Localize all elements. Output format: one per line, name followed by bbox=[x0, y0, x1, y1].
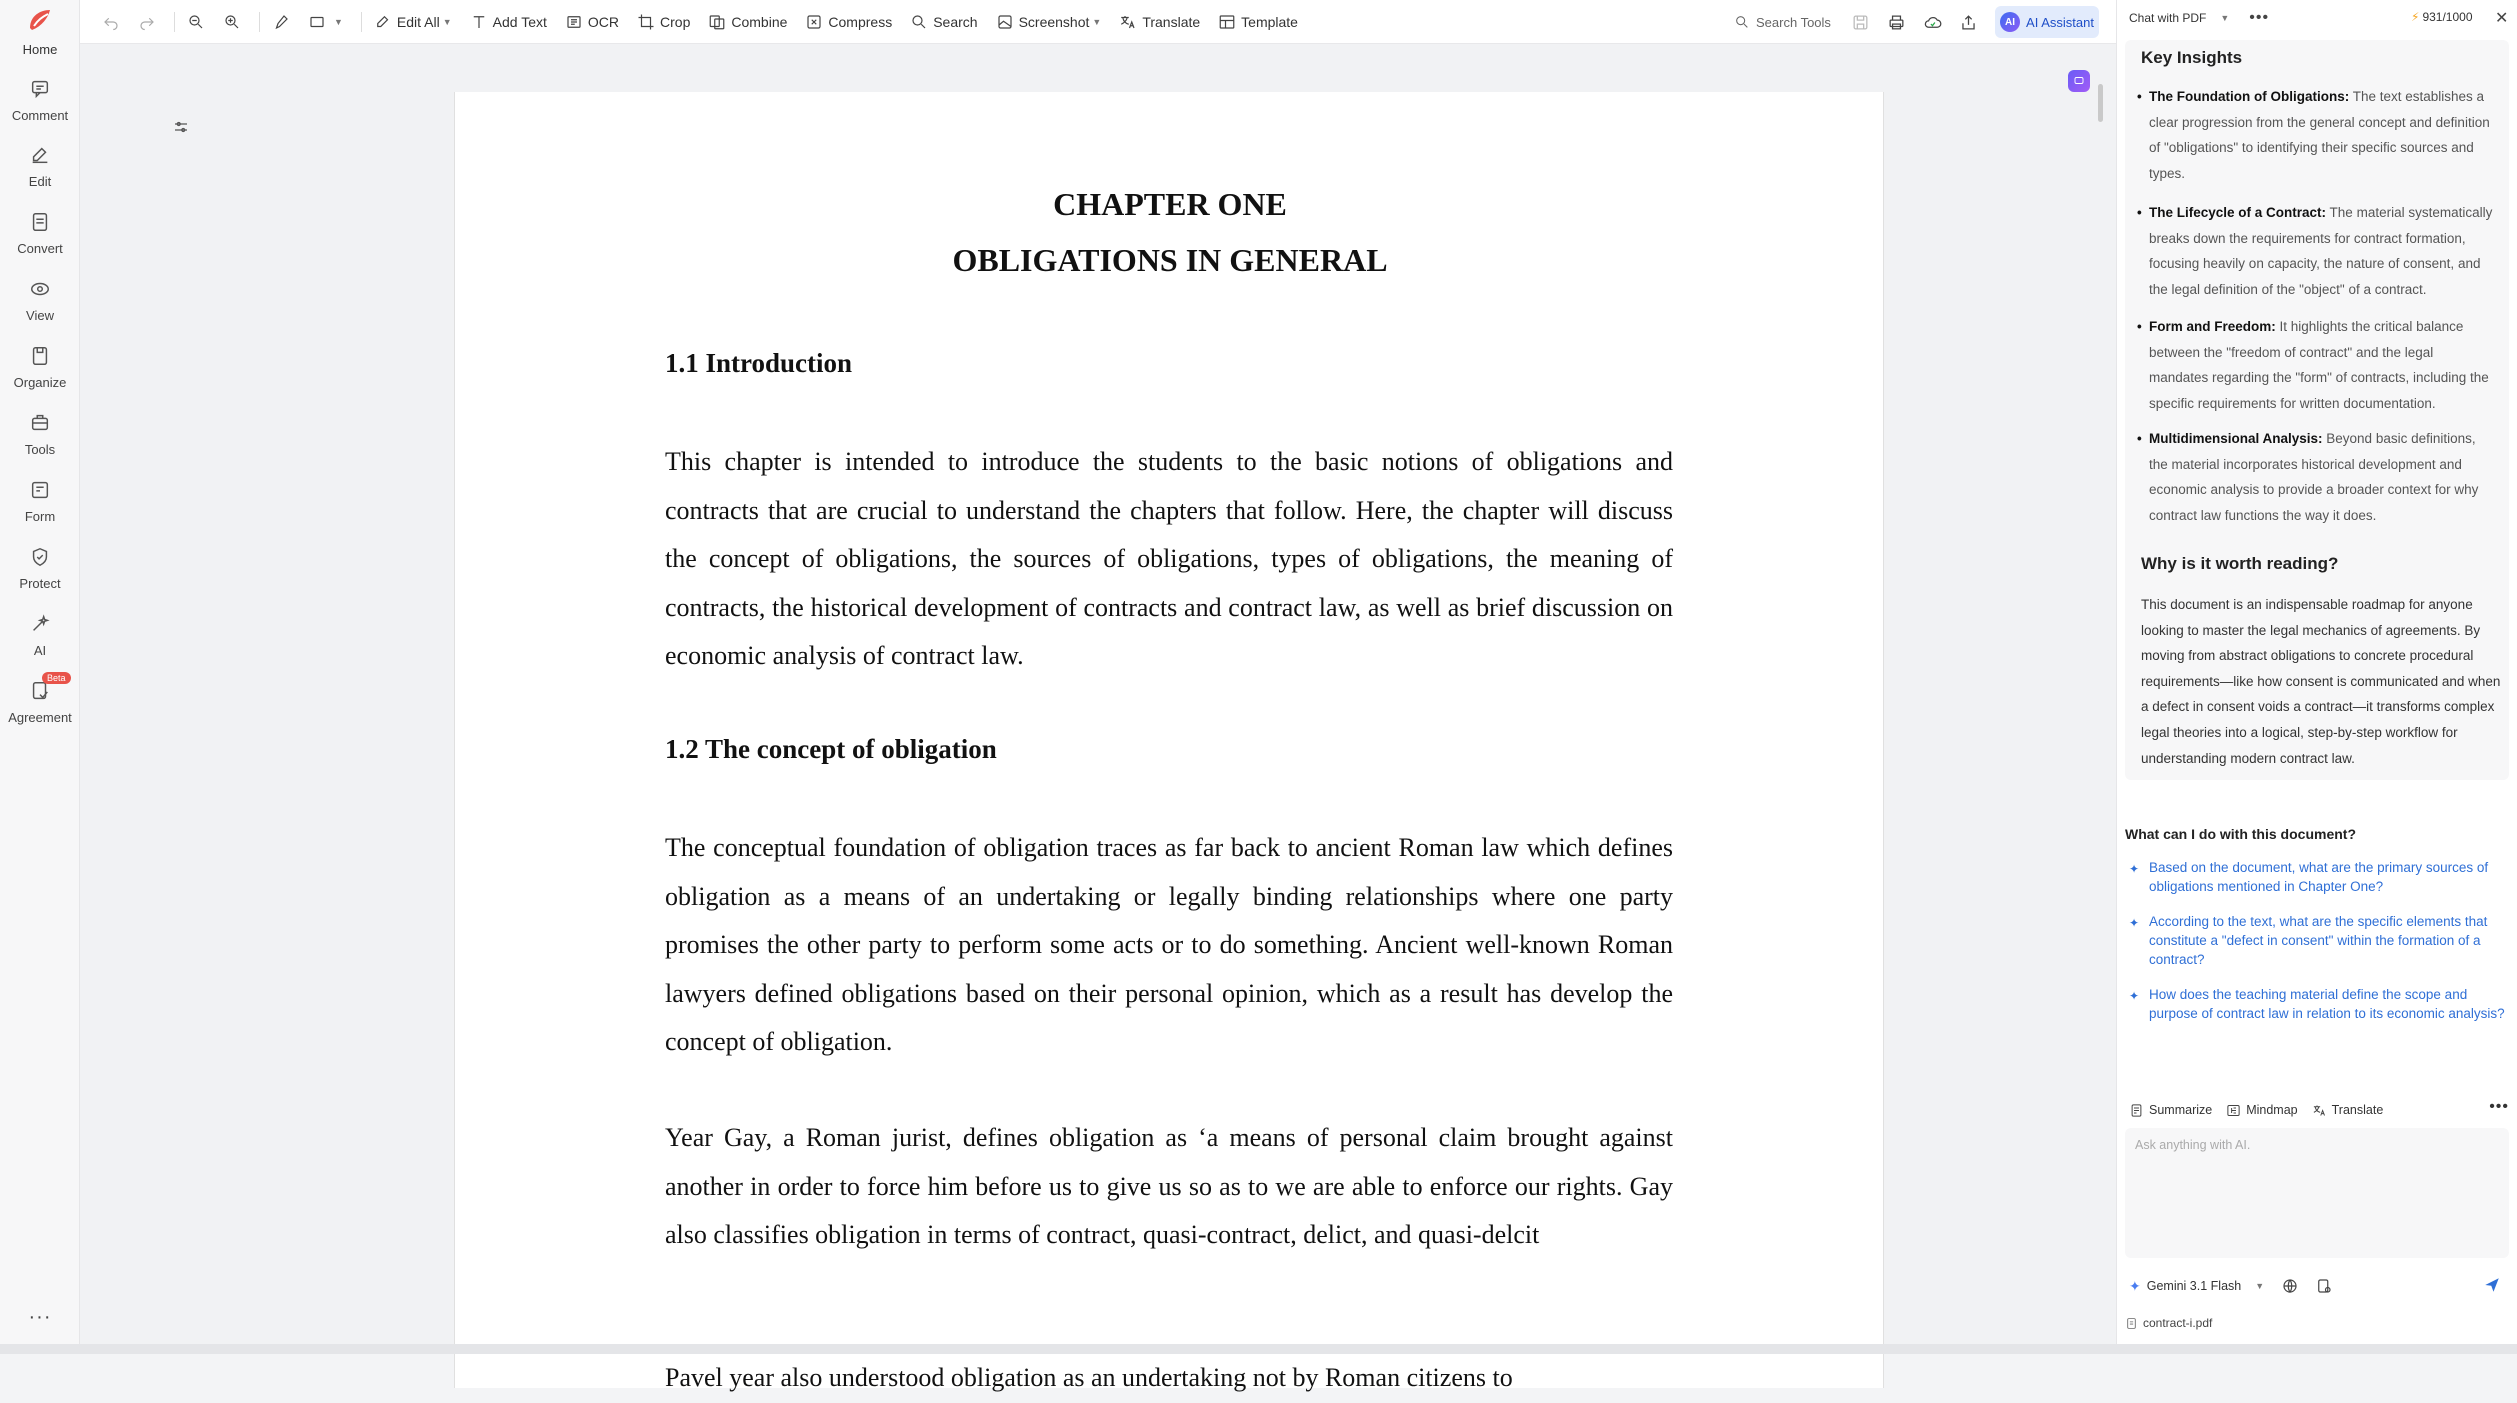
edit-pen-icon bbox=[374, 13, 392, 31]
gemini-sparkle-icon: ✦ bbox=[2129, 1277, 2141, 1294]
insight-text: Beyond basic definitions, the material incorporates historical development and economic analysis to provide a broader context for why contract law functions the way it does. bbox=[2149, 431, 2479, 523]
worth-reading-text: This document is an indispensable roadmap for anyone looking to master the legal mechanics of agreements. By moving from abstract obligations to concrete procedural requirements—like how consent is communicated and when a defect in consent voids a contract—it transforms complex legal theories into a logical, step-by-step workflow for understanding modern contract law. bbox=[2141, 597, 2501, 766]
highlighter-icon bbox=[272, 13, 290, 31]
suggested-question-text: Based on the document, what are the primary sources of obligations mentioned in Chapter One? bbox=[2149, 860, 2489, 894]
document-scrollbar[interactable] bbox=[2098, 84, 2103, 122]
chat-bubble-icon bbox=[2073, 75, 2085, 87]
zoom-in-button[interactable] bbox=[217, 7, 247, 37]
bottom-edge bbox=[0, 1344, 2517, 1354]
chevron-down-icon: ▼ bbox=[2220, 13, 2230, 23]
undo-button[interactable] bbox=[96, 7, 126, 37]
ai-assistant-button[interactable] bbox=[1995, 6, 2099, 38]
insight-text: The material systematically breaks down the requirements for contract formation, focusing heavily on capacity, the nature of consent, and the legal definition of the "object" of a contract. bbox=[2149, 205, 2493, 297]
file-attach-icon bbox=[2315, 1277, 2333, 1295]
screenshot-label: Screenshot bbox=[1018, 13, 1090, 30]
template-label: Template bbox=[1241, 13, 1298, 30]
rectangle-icon bbox=[308, 13, 326, 31]
send-button[interactable] bbox=[2483, 1276, 2503, 1296]
document-viewport[interactable] bbox=[80, 44, 2116, 1392]
convert-icon bbox=[29, 211, 51, 233]
ai-translate-label: Translate bbox=[2331, 1103, 2384, 1117]
compress-icon bbox=[805, 13, 823, 31]
model-selector[interactable] bbox=[2129, 1278, 2277, 1295]
translate-label: Translate bbox=[1142, 13, 1201, 30]
web-search-toggle[interactable] bbox=[2277, 1273, 2303, 1299]
ai-quick-actions bbox=[2129, 1098, 2509, 1122]
sidebar-item-label: Tools bbox=[24, 442, 56, 457]
sidebar-item-view[interactable] bbox=[0, 278, 80, 344]
key-insights-title: Key Insights bbox=[2141, 48, 2243, 67]
bullet-dot: • bbox=[2137, 431, 2142, 446]
edit-icon bbox=[29, 144, 51, 166]
sidebar-item-label: Comment bbox=[11, 108, 69, 123]
combine-label: Combine bbox=[731, 13, 788, 30]
search-label: Search bbox=[933, 13, 978, 30]
zoom-out-icon bbox=[187, 13, 205, 31]
more-options-icon[interactable]: ··· bbox=[28, 1306, 52, 1328]
chat-input-box bbox=[2125, 1128, 2509, 1258]
worth-reading-title: Why is it worth reading? bbox=[2141, 554, 2339, 573]
close-icon: ✕ bbox=[2495, 10, 2509, 27]
lightning-icon: ⚡ bbox=[2411, 10, 2420, 24]
chat-controls bbox=[2129, 1272, 2509, 1300]
insight-item bbox=[2137, 84, 2495, 186]
sparkle-icon: ✦ bbox=[2129, 989, 2140, 1003]
sidebar-item-protect[interactable] bbox=[0, 546, 80, 612]
comment-icon bbox=[29, 78, 51, 100]
suggestions-title: What can I do with this document? bbox=[2125, 826, 2356, 842]
summarize-label: Summarize bbox=[2149, 1103, 2213, 1117]
chapter-subtitle: OBLIGATIONS IN GENERAL bbox=[952, 242, 1388, 278]
sidebar-item-label: View bbox=[26, 308, 54, 323]
share-icon bbox=[1959, 13, 1978, 32]
template-button[interactable] bbox=[1212, 7, 1304, 37]
add-text-button[interactable] bbox=[464, 7, 553, 37]
compress-label: Compress bbox=[828, 13, 893, 30]
protect-icon bbox=[29, 546, 51, 568]
sidebar-item-label: Edit bbox=[28, 174, 52, 189]
suggested-question[interactable] bbox=[2125, 912, 2505, 969]
sparkle-icon: ✦ bbox=[2129, 862, 2140, 876]
ocr-icon bbox=[565, 13, 583, 31]
home-label[interactable]: Home bbox=[22, 42, 58, 57]
globe-icon bbox=[2281, 1277, 2299, 1295]
sidebar-item-label: Protect bbox=[19, 576, 61, 591]
paragraph-concept-1: The conceptual foundation of obligation traces as far back to ancient Roman law which defines obligation as a means of an undertaking or legally binding relationships where one party promises the other party to perform some acts or to do something. Ancient well-known Roman lawyers defined obligations based on their personal opinion, which as a result has develop the concept of obligation. bbox=[665, 833, 1673, 1056]
save-button[interactable] bbox=[1846, 8, 1874, 36]
sidebar-item-label: Agreement bbox=[8, 710, 72, 725]
pdf-page[interactable] bbox=[454, 92, 1884, 1392]
redo-button[interactable] bbox=[132, 7, 162, 37]
section-heading-concept: 1.2 The concept of obligation bbox=[665, 734, 997, 764]
chat-mode-label: Chat with PDF bbox=[2129, 11, 2207, 25]
translate-icon bbox=[2312, 1103, 2327, 1118]
paragraph-introduction: This chapter is intended to introduce the students to the basic notions of obligations and contracts that are crucial to understand the chapters that follow. Here, the chapter will discuss the concept of obligations, the sources of obligations, types of obligations, the meaning of contracts, the historical development of contracts and contract law, as well as brief discussion on economic analysis of contract law. bbox=[665, 447, 1673, 670]
search-icon bbox=[910, 13, 928, 31]
print-button[interactable] bbox=[1882, 8, 1910, 36]
sidebar-item-form[interactable] bbox=[0, 479, 80, 545]
mindmap-button[interactable] bbox=[2226, 1103, 2297, 1118]
undo-icon bbox=[102, 13, 120, 31]
sidebar-item-edit[interactable] bbox=[0, 144, 80, 210]
attached-file-chip[interactable] bbox=[2125, 1316, 2212, 1330]
toolbar-divider bbox=[259, 12, 260, 32]
insight-item bbox=[2137, 426, 2495, 528]
insights-card bbox=[2125, 40, 2509, 780]
more-options-icon[interactable]: ••• bbox=[2249, 9, 2270, 26]
printer-icon bbox=[1887, 13, 1906, 32]
suggested-question-text: According to the text, what are the specific elements that constitute a "defect in consent" within the formation of a contract? bbox=[2149, 914, 2488, 967]
share-button[interactable] bbox=[1954, 8, 1982, 36]
crop-icon bbox=[637, 13, 655, 31]
cloud-sync-button[interactable] bbox=[1918, 8, 1946, 36]
chevron-down-icon: ▼ bbox=[1092, 16, 1102, 27]
save-icon bbox=[1851, 13, 1870, 32]
bullet-dot: • bbox=[2137, 319, 2142, 334]
page-settings-button[interactable] bbox=[168, 114, 194, 140]
ai-credits bbox=[2411, 10, 2473, 24]
text-icon bbox=[470, 13, 488, 31]
bullet-dot: • bbox=[2137, 89, 2142, 104]
sliders-icon bbox=[172, 118, 190, 136]
ocr-label: OCR bbox=[587, 13, 620, 30]
more-actions-icon[interactable]: ••• bbox=[2489, 1098, 2509, 1115]
edit-all-label: Edit All bbox=[396, 13, 440, 30]
sidebar-item-ai[interactable] bbox=[0, 613, 80, 679]
suggested-question-text: How does the teaching material define the scope and purpose of contract law in relation to its economic analysis? bbox=[2149, 987, 2505, 1021]
chevron-down-icon: ▼ bbox=[334, 16, 343, 27]
beta-badge: Beta bbox=[42, 672, 71, 684]
chapter-title: CHAPTER ONE bbox=[1053, 186, 1287, 222]
translate-icon bbox=[1119, 13, 1137, 31]
form-icon bbox=[29, 479, 51, 501]
combine-icon bbox=[708, 13, 726, 31]
organize-icon bbox=[29, 345, 51, 367]
suggested-question[interactable] bbox=[2125, 858, 2505, 896]
template-icon bbox=[1218, 13, 1236, 31]
ocr-button[interactable] bbox=[559, 7, 625, 37]
summarize-button[interactable] bbox=[2129, 1103, 2212, 1118]
sidebar-item-label: Convert bbox=[17, 241, 63, 256]
zoom-in-icon bbox=[223, 13, 241, 31]
insight-item bbox=[2137, 200, 2495, 302]
paragraph-concept-2: Year Gay, a Roman jurist, defines obligation as ‘a means of personal claim brought against another in order to force him before us to give us so as to we are able to enforce our rights. Gay also classifies obligation in terms of contract, quasi-contract, delict, and quasi-delcit bbox=[665, 1123, 1673, 1249]
model-name: Gemini 3.1 Flash bbox=[2146, 1279, 2242, 1293]
toolbar-divider bbox=[361, 12, 362, 32]
zoom-out-button[interactable] bbox=[181, 7, 211, 37]
translate-button[interactable] bbox=[1113, 7, 1206, 37]
attached-file-name: contract-i.pdf bbox=[2143, 1316, 2213, 1330]
crop-button[interactable] bbox=[631, 7, 696, 37]
ai-pen-icon bbox=[29, 613, 51, 635]
toolbar-divider bbox=[174, 12, 175, 32]
mindmap-label: Mindmap bbox=[2246, 1103, 2298, 1117]
ai-assistant-label: AI Assistant bbox=[2026, 14, 2094, 30]
search-tools-placeholder: Search Tools bbox=[1756, 14, 1831, 30]
close-panel-button[interactable] bbox=[2495, 8, 2508, 28]
section-heading-introduction: 1.1 Introduction bbox=[665, 348, 853, 378]
combine-button[interactable] bbox=[702, 7, 793, 37]
compress-button[interactable] bbox=[799, 7, 898, 37]
sidebar-item-convert[interactable] bbox=[0, 211, 80, 277]
bullet-dot: • bbox=[2137, 205, 2142, 220]
search-icon bbox=[1734, 14, 1750, 30]
tools-icon bbox=[29, 412, 51, 434]
crop-label: Crop bbox=[660, 13, 691, 30]
left-sidebar bbox=[0, 0, 80, 1344]
sidebar-item-comment[interactable] bbox=[0, 78, 80, 144]
ai-translate-button[interactable] bbox=[2312, 1103, 2384, 1118]
screenshot-dropdown[interactable] bbox=[990, 7, 1108, 37]
insight-title: The Foundation of Obligations: bbox=[2149, 89, 2350, 104]
insight-title: The Lifecycle of a Contract: bbox=[2149, 205, 2327, 220]
attach-file-button[interactable] bbox=[2311, 1273, 2337, 1299]
chevron-down-icon: ▼ bbox=[442, 16, 452, 27]
pdf-file-icon bbox=[2125, 1317, 2138, 1330]
mindmap-icon bbox=[2226, 1103, 2241, 1118]
chat-mode-dropdown[interactable] bbox=[2129, 11, 2229, 25]
chat-input[interactable] bbox=[2125, 1128, 2509, 1248]
paragraph-concept-3: Pavel year also understood obligation as an undertaking not by Roman citizens to bbox=[665, 1363, 1513, 1392]
insight-text: It highlights the critical balance between the "freedom of contract" and the legal mandates regarding the "form" of contracts, including the specific requirements for written documentation. bbox=[2149, 319, 2489, 411]
redo-icon bbox=[138, 13, 156, 31]
insight-item bbox=[2137, 314, 2495, 416]
sparkle-icon: ✦ bbox=[2129, 916, 2140, 930]
chevron-down-icon: ▼ bbox=[2255, 1281, 2265, 1291]
insight-title: Form and Freedom: bbox=[2149, 319, 2276, 334]
sidebar-item-tools[interactable] bbox=[0, 412, 80, 478]
sidebar-item-label: AI bbox=[33, 643, 47, 658]
ai-assistant-panel bbox=[2116, 0, 2517, 1344]
cloud-check-icon bbox=[1923, 13, 1942, 32]
ai-logo-icon: AI bbox=[2000, 12, 2020, 32]
ai-float-icon[interactable] bbox=[2068, 70, 2090, 92]
shape-dropdown[interactable] bbox=[302, 7, 349, 37]
sidebar-item-agreement[interactable] bbox=[0, 673, 80, 746]
credits-value: 931/1000 bbox=[2422, 10, 2473, 24]
app-logo-icon[interactable] bbox=[24, 6, 56, 34]
sidebar-item-label: Form bbox=[24, 509, 56, 524]
insight-title: Multidimensional Analysis: bbox=[2149, 431, 2323, 446]
sidebar-item-label: Organize bbox=[13, 375, 67, 390]
search-tools-field[interactable] bbox=[1734, 7, 1831, 37]
add-text-label: Add Text bbox=[492, 13, 547, 30]
send-icon bbox=[2483, 1276, 2501, 1294]
sidebar-item-organize[interactable] bbox=[0, 345, 80, 411]
search-button[interactable] bbox=[904, 7, 983, 37]
summarize-icon bbox=[2129, 1103, 2144, 1118]
view-icon bbox=[29, 278, 51, 300]
insight-text: The text establishes a clear progression from the general concept and definition of "obligations" to identifying their specific sources and types. bbox=[2149, 89, 2490, 181]
edit-all-button[interactable] bbox=[368, 7, 458, 37]
suggested-question[interactable] bbox=[2125, 985, 2505, 1023]
highlight-button[interactable] bbox=[266, 7, 296, 37]
screenshot-icon bbox=[996, 13, 1014, 31]
